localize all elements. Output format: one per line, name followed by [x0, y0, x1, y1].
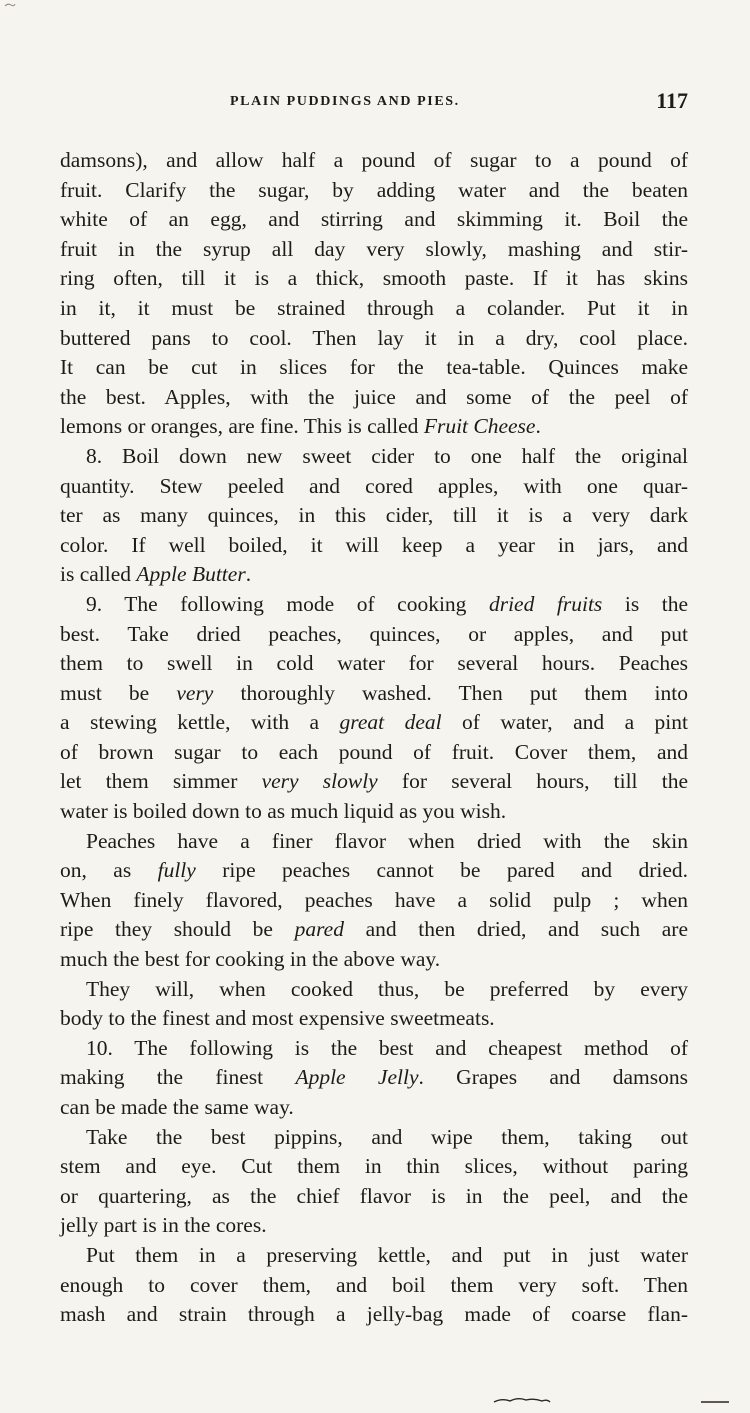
line-text: ter as many quinces, in this cider, till it is a very dark	[60, 503, 688, 528]
line-text: color. If well boiled, it will keep a year in jars, and	[60, 532, 688, 557]
text-line	[60, 945, 688, 975]
italic-text: great deal	[339, 710, 442, 735]
text-line	[60, 1182, 688, 1212]
running-head: PLAIN PUDDINGS AND PIES.	[230, 94, 460, 109]
italic-text: dried fruits	[488, 591, 603, 616]
line-text: When finely flavored, peaches have a solid pulp ; when	[60, 887, 688, 912]
line-text: mash and strain through a jelly-bag made of coarse flan-	[60, 1302, 688, 1327]
italic-text: pared	[294, 917, 344, 942]
line-text: body to the finest and most expensive sweetmeats.	[60, 1006, 495, 1031]
line-text: damsons), and allow half a pound of sugar to a pound of	[60, 148, 688, 172]
text-line	[60, 264, 688, 294]
text-line	[60, 383, 688, 413]
text-line	[60, 176, 688, 206]
italic-text: Apple Butter	[136, 562, 246, 587]
page-header	[60, 88, 688, 124]
italic-text: fully	[157, 858, 196, 883]
text-line	[60, 412, 688, 442]
text-line	[60, 1123, 688, 1153]
line-text: stem and eye. Cut them in thin slices, without paring	[60, 1154, 688, 1179]
line-text-after: . Grapes and damsons	[418, 1065, 688, 1090]
italic-text: Apple Jelly	[295, 1065, 419, 1090]
text-line	[60, 915, 688, 945]
line-text: Peaches have a finer flavor when dried with the skin	[86, 828, 688, 853]
line-text-after: thoroughly washed. Then put them into	[213, 680, 688, 705]
line-text: It can be cut in slices for the tea-table. Quinces make	[60, 355, 688, 380]
line-text-after: and then dried, and such are	[343, 917, 689, 942]
text-line	[60, 560, 688, 590]
line-text-after: for several hours, till the	[377, 769, 689, 794]
line-text: a stewing kettle, with a	[60, 710, 340, 735]
line-text-after: .	[245, 562, 252, 587]
text-line	[60, 767, 688, 797]
line-text-after: is the	[602, 591, 689, 616]
text-line	[60, 1004, 688, 1034]
line-text: in it, it must be strained through a colander. Put it in	[60, 295, 688, 320]
text-line	[60, 590, 688, 620]
body-text	[60, 146, 688, 1330]
line-text: 10. The following is the best and cheapest method of	[86, 1035, 688, 1060]
line-text: let them simmer	[60, 769, 262, 794]
text-line	[60, 856, 688, 886]
text-line	[60, 324, 688, 354]
text-line	[60, 886, 688, 916]
line-text: best. Take dried peaches, quinces, or apples, and put	[60, 621, 688, 646]
line-text: Take the best pippins, and wipe them, taking out	[86, 1124, 688, 1149]
text-line	[60, 1063, 688, 1093]
printers-ornament	[492, 1396, 552, 1404]
line-text: or quartering, as the chief flavor is in the peel, and the	[60, 1183, 688, 1208]
line-text: of brown sugar to each pound of fruit. Cover them, and	[60, 739, 688, 764]
text-line	[60, 205, 688, 235]
text-line	[60, 1300, 688, 1330]
text-line	[60, 649, 688, 679]
text-line	[60, 1152, 688, 1182]
ink-mark	[4, 2, 16, 8]
line-text: white of an egg, and stirring and skimming it. Boil the	[60, 207, 688, 232]
italic-text: Fruit Cheese	[423, 414, 536, 439]
text-line	[60, 146, 688, 176]
line-text: is called	[60, 562, 137, 587]
text-line	[60, 797, 688, 827]
line-text: can be made the same way.	[60, 1095, 294, 1119]
line-text: much the best for cooking in the above way.	[60, 947, 441, 972]
line-text: 9. The following mode of cooking	[86, 591, 489, 616]
text-line	[60, 1271, 688, 1301]
ornament-dash	[700, 1400, 730, 1404]
text-line	[60, 472, 688, 502]
line-text: water is boiled down to as much liquid as you wish.	[60, 799, 507, 824]
line-text-after: ripe peaches cannot be pared and dried.	[195, 858, 688, 883]
line-text: enough to cover them, and boil them very soft. Then	[60, 1272, 688, 1297]
line-text: making the finest	[60, 1065, 296, 1090]
text-line	[60, 353, 688, 383]
text-line	[60, 679, 688, 709]
line-text: 8. Boil down new sweet cider to one half the original	[86, 443, 688, 468]
text-line	[60, 501, 688, 531]
text-line	[60, 531, 688, 561]
text-line	[60, 738, 688, 768]
italic-text: very slowly	[261, 769, 378, 794]
line-text: They will, when cooked thus, be preferred by every	[86, 976, 688, 1001]
page-number: 117	[656, 88, 688, 113]
line-text: them to swell in cold water for several hours. Peaches	[60, 651, 688, 676]
line-text: fruit. Clarify the sugar, by adding water and the beaten	[60, 177, 688, 202]
line-text: on, as	[60, 858, 158, 883]
text-line	[60, 1241, 688, 1271]
text-line	[60, 235, 688, 265]
line-text-after: .	[535, 414, 541, 439]
line-text-after: of water, and a pint	[441, 710, 689, 735]
line-text: jelly part is in the cores.	[60, 1213, 267, 1238]
text-line	[60, 827, 688, 857]
line-text: fruit in the syrup all day very slowly, mashing and stir-	[60, 236, 688, 261]
text-line	[60, 708, 688, 738]
text-line	[60, 1211, 688, 1241]
line-text: lemons or oranges, are fine. This is called	[60, 414, 424, 439]
line-text: the best. Apples, with the juice and some of the peel of	[60, 384, 688, 409]
italic-text: very	[176, 680, 214, 705]
line-text: ring often, till it is a thick, smooth paste. If it has skins	[60, 266, 688, 291]
line-text: quantity. Stew peeled and cored apples, with one quar-	[60, 473, 688, 498]
text-line	[60, 975, 688, 1005]
line-text: buttered pans to cool. Then lay it in a dry, cool place.	[60, 325, 688, 350]
line-text: must be	[60, 680, 177, 705]
text-line	[60, 294, 688, 324]
line-text: ripe they should be	[60, 917, 295, 942]
text-line	[60, 620, 688, 650]
text-line	[60, 1093, 688, 1123]
line-text: Put them in a preserving kettle, and put in just water	[86, 1242, 688, 1267]
text-line	[60, 442, 688, 472]
text-line	[60, 1034, 688, 1064]
